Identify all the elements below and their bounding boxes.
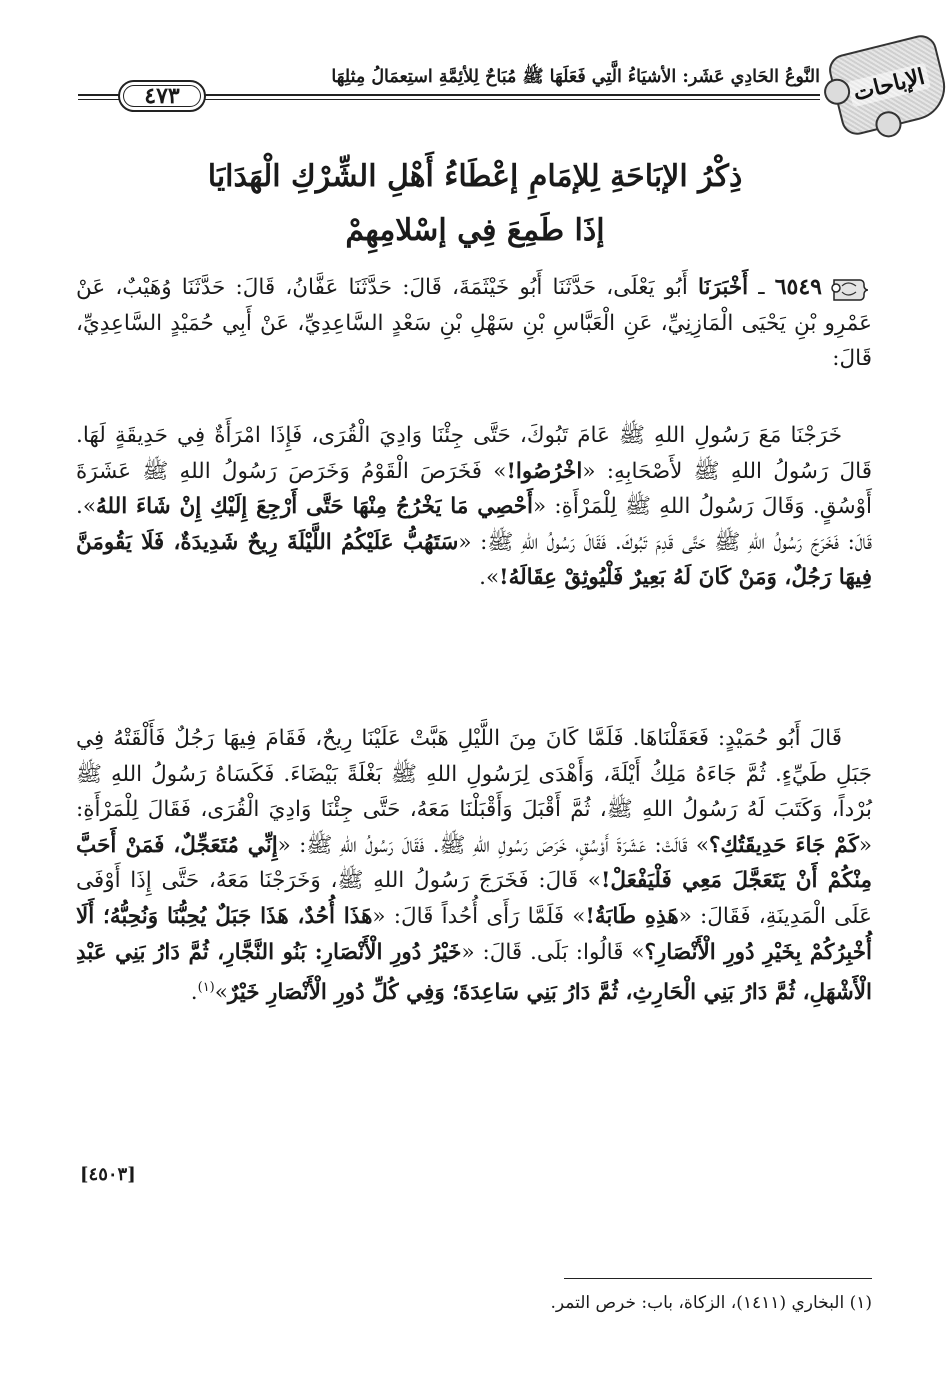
hadith-number: ٦٥٤٩ [774, 274, 822, 300]
akhbarana-word: أَخْبَرَنَا [697, 275, 749, 300]
prophetic-speech: أَحْصِي مَا يَخْرُجُ مِنْهَا حَتَّى أَرْجِعَ إِلَيْكِ إِنْ شَاءَ اللهُ [96, 494, 534, 520]
narration-text: » [214, 980, 228, 1006]
hadith-dash: ـ [748, 275, 775, 300]
chapter-badge [826, 32, 950, 138]
footnote-marker: (١) [197, 980, 215, 996]
narration-text: ». [479, 565, 500, 591]
prophetic-speech: اخْرُصُوا! [506, 458, 583, 484]
cross-reference-number: [٤٥٠٣] [80, 1164, 136, 1185]
prophetic-speech: خَيْرُ دُورِ الْأَنْصَارِ: بَنُو النَّجَّارِ، ثُمَّ دَارُ بَنِي عَبْدِ الْأَشْهَلِ، ثُمَّ دَارُ بَنِي الْحَارِثِ، ثُمَّ دَارُ بَنِي سَاعِدَةَ؛ وَفِي كُلِّ دُورِ الْأَنْصَارِ خَيْرٌ [76, 939, 872, 1006]
isnad-text: أَبُو يَعْلَى، حَدَّثَنَا أَبُو خَيْثَمَةَ، قَالَ: حَدَّثَنَا عَفَّانُ، قَالَ: حَدَّثَنَا وُهَيْبٌ، عَنْ عَمْرِو بْنِ يَحْيَى الْمَازِنِيِّ، عَنِ الْعَبَّاسِ بْنِ سَهْلِ بْنِ سَعْدٍ السَّاعِدِيِّ، عَنْ أَبِي حُمَيْدٍ السَّاعِدِيِّ، قَالَ: [76, 275, 872, 371]
prophetic-speech: هَذِهِ طَابَةُ! [585, 903, 679, 929]
narration-text: » قَالَتْ: عَشَرَةَ أَوْسُقٍ، خَرَصَ رَسُولِ اللهِ ﷺ. فَقَالَ رَسُولُ اللهِ ﷺ: « [277, 832, 709, 858]
narration-text: » قَالَ: فَخَرَجَ رَسُولُ اللهِ ﷺ، وَخَرَجْنَا مَعَهُ، حَتَّى إِذَا أَوْفَى عَلَى الْمَدِينَةِ، فَقَالَ: « [76, 868, 872, 929]
page-header [78, 44, 944, 144]
hadith-isnad [76, 270, 872, 377]
section-title [60, 150, 890, 258]
narration-text: ». قَالَ: فَخَرَجَ رَسُولُ اللهِ ﷺ حَتَّى قَدِمَ تَبُوكَ. فَقَالَ رَسُولُ اللهِ ﷺ: « [76, 494, 872, 555]
badge-puzzle-knob [821, 76, 853, 108]
hadith-marker-icon [830, 274, 872, 302]
narration-text: قَالَ أَبُو حُمَيْدٍ: فَعَقَلْنَاهَا. فَلَمَّا كَانَ مِنَ اللَّيْلِ هَبَّتْ عَلَيْنَا رِيحٌ، فَقَامَ فِيهَا رَجُلٌ فَأَلْقَتْهُ فِي جَبَلِ طَيِّءٍ. ثُمَّ جَاءَهُ مَلِكُ أَيْلَةَ، وَأَهْدَى لِرَسُولِ اللهِ ﷺ بَغْلَةً بَيْضَاءَ. فَكَسَاهُ رَسُولُ اللهِ ﷺ بُرْداً، وَكَتَبَ لَهُ رَسُولُ اللهِ ﷺ، ثُمَّ أَقْبَلَ وَأَقْبَلْنَا مَعَهُ، حَتَّى جِئْنَا وَادِيَ الْقُرَى، فَقَالَ لِلْمَرْأَةِ: « [76, 726, 872, 858]
prophetic-speech: إِنِّي مُتَعَجِّلٌ، فَمَنْ أَحَبَّ مِنْكُمْ أَنْ يَتَعَجَّلَ مَعِي فَلْيَفْعَلْ! [76, 832, 872, 894]
footnote: (١) البخاري (١٤١١)، الزكاة، باب: خرص التمر. [550, 1293, 872, 1313]
running-head: النَّوعُ الحَادِي عَشَر: الأشيَاءُ الَّتِي فَعَلَهَا ﷺ مُبَاحٌ لِلأئِمَّةِ استِعمَالُ مِثلِهَا [331, 67, 820, 87]
footnote-rule [564, 1278, 872, 1279]
page-number: ٤٧٣ [118, 80, 206, 112]
prophetic-speech: كَمْ جَاءَ حَدِيقَتُكِ؟ [708, 832, 859, 858]
narration-text: » فَلَمَّا رَأَى أُحُداً قَالَ: « [372, 903, 586, 929]
prophetic-speech: هَذَا أُحُدٌ، هَذَا جَبَلٌ يُحِبُّنَا وَنُحِبُّهُ؛ أَلَا أُخْبِرُكُمْ بِخَيْرِ دُورِ الْأَنْصَارِ؟ [76, 903, 873, 965]
narration-text: » فَخَرَصَ الْقَوْمُ وَخَرَصَ رَسُولُ اللهِ ﷺ عَشَرَةَ أَوْسُقٍ. وَقَالَ رَسُولُ اللهِ ﷺ لِلْمَرْأَةِ: « [76, 458, 873, 520]
section-title-line: إذَا طَمِعَ فِي إسْلامِهِمْ [345, 213, 605, 248]
badge-puzzle-knob [873, 109, 905, 141]
prophetic-speech: سَتَهُبُّ عَلَيْكُمُ اللَّيْلَةَ رِيحٌ شَدِيدَةٌ، فَلَا يَقُومَنَّ فِيهَا رَجُلٌ، وَمَنْ كَانَ لَهُ بَعِيرٌ فَلْيُوثِقْ عِقَالَهُ! [76, 529, 872, 591]
section-title-line: ذِكْرُ الإبَاحَةِ لِلإمَامِ إعْطَاءُ أَهْلِ الشِّرْكِ الْهَدَايَا [207, 159, 743, 194]
hadith-matn-paragraph-2 [76, 721, 872, 1011]
narration-text: » قَالُوا: بَلَى. قَالَ: « [461, 939, 645, 965]
chapter-badge-label: الإباحات [847, 63, 931, 108]
narration-text: . [190, 980, 198, 1006]
narration-text: خَرَجْنَا مَعَ رَسُولِ اللهِ ﷺ عَامَ تَبُوكَ، حَتَّى جِئْنَا وَادِيَ الْقُرَى، فَإِذَا امْرَأَةٌ فِي حَدِيقَةٍ لَهَا. قَالَ رَسُولُ اللهِ ﷺ لأَصْحَابِهِ: « [76, 423, 872, 484]
hadith-matn-paragraph-1 [76, 418, 872, 596]
